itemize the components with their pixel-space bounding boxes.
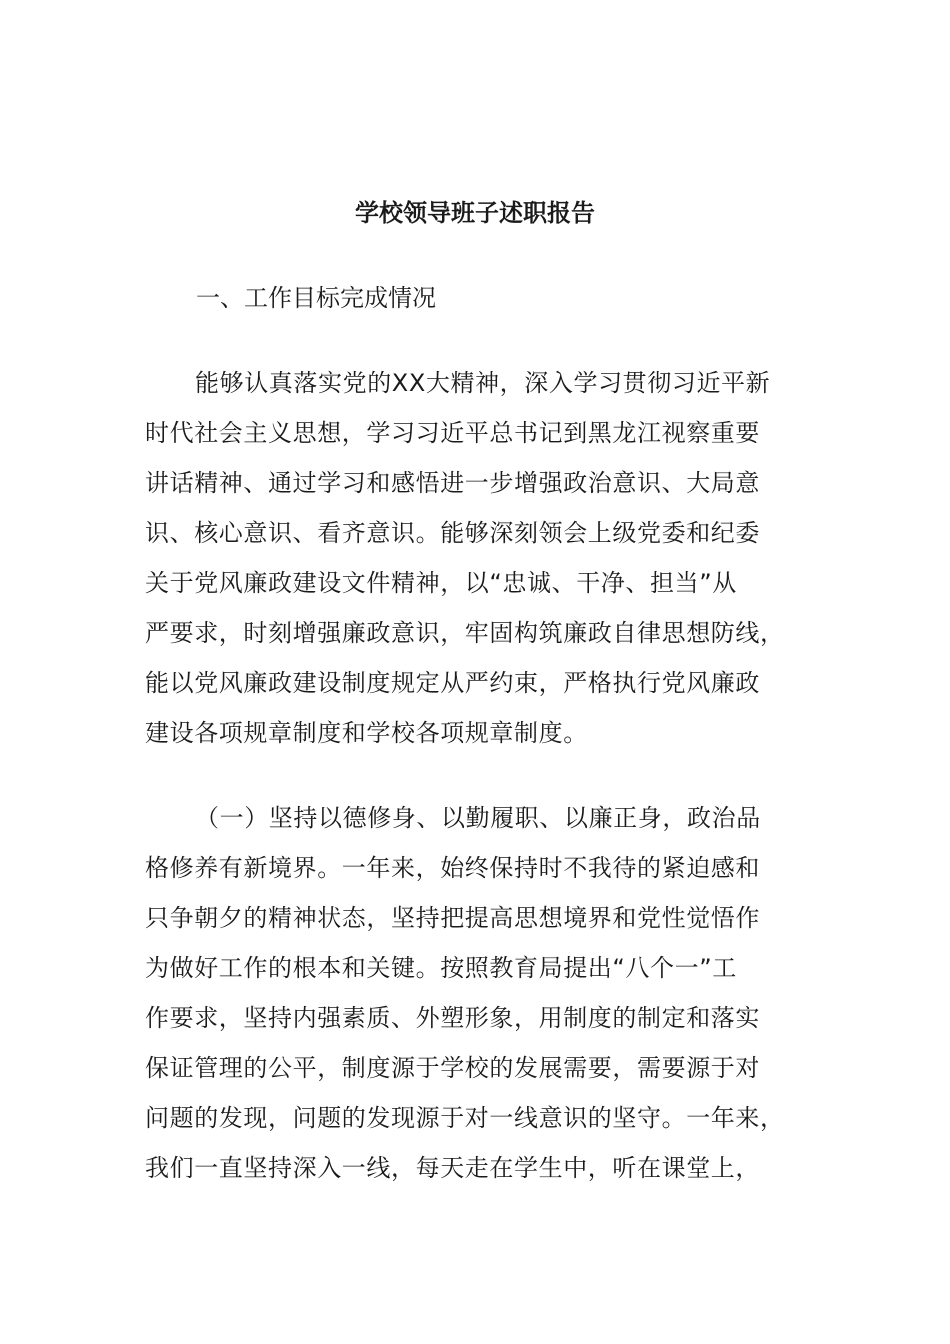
document-title: 学校领导班子述职报告	[355, 199, 595, 227]
paragraph-line: 为做好工作的根本和关键。按照教育局提出“八个一”工	[145, 954, 737, 982]
paragraph-line: 能够认真落实党的XX大精神，深入学习贯彻习近平新	[195, 369, 771, 397]
paragraph-line: 建设各项规章制度和学校各项规章制度。	[145, 719, 588, 747]
paragraph-line: 格修养有新境界。一年来，始终保持时不我待的紧迫感和	[145, 854, 760, 882]
paragraph-line: 问题的发现，问题的发现源于对一线意识的坚守。一年来，	[145, 1104, 785, 1132]
paragraph-line: 关于党风廉政建设文件精神，以“忠诚、干净、担当”从	[145, 569, 737, 597]
paragraph-1	[145, 358, 805, 758]
paragraph-line: 时代社会主义思想，学习习近平总书记到黑龙江视察重要	[145, 419, 760, 447]
paragraph-line: 讲话精神、通过学习和感悟进一步增强政治意识、大局意	[145, 469, 760, 497]
paragraph-line: （一）坚持以德修身、以勤履职、以廉正身，政治品	[195, 804, 761, 832]
paragraph-line: 严要求，时刻增强廉政意识，牢固构筑廉政自律思想防线，	[145, 619, 785, 647]
paragraph-2	[145, 793, 805, 1193]
paragraph-line: 我们一直坚持深入一线，每天走在学生中，听在课堂上，	[145, 1154, 760, 1182]
section-heading: 一、工作目标完成情况	[196, 284, 436, 312]
paragraph-line: 识、核心意识、看齐意识。能够深刻领会上级党委和纪委	[145, 519, 760, 547]
paragraph-line: 保证管理的公平，制度源于学校的发展需要，需要源于对	[145, 1054, 760, 1082]
paragraph-line: 作要求，坚持内强素质、外塑形象，用制度的制定和落实	[145, 1004, 760, 1032]
paragraph-line: 只争朝夕的精神状态，坚持把提高思想境界和党性觉悟作	[145, 904, 760, 932]
paragraph-line: 能以党风廉政建设制度规定从严约束，严格执行党风廉政	[145, 669, 760, 697]
